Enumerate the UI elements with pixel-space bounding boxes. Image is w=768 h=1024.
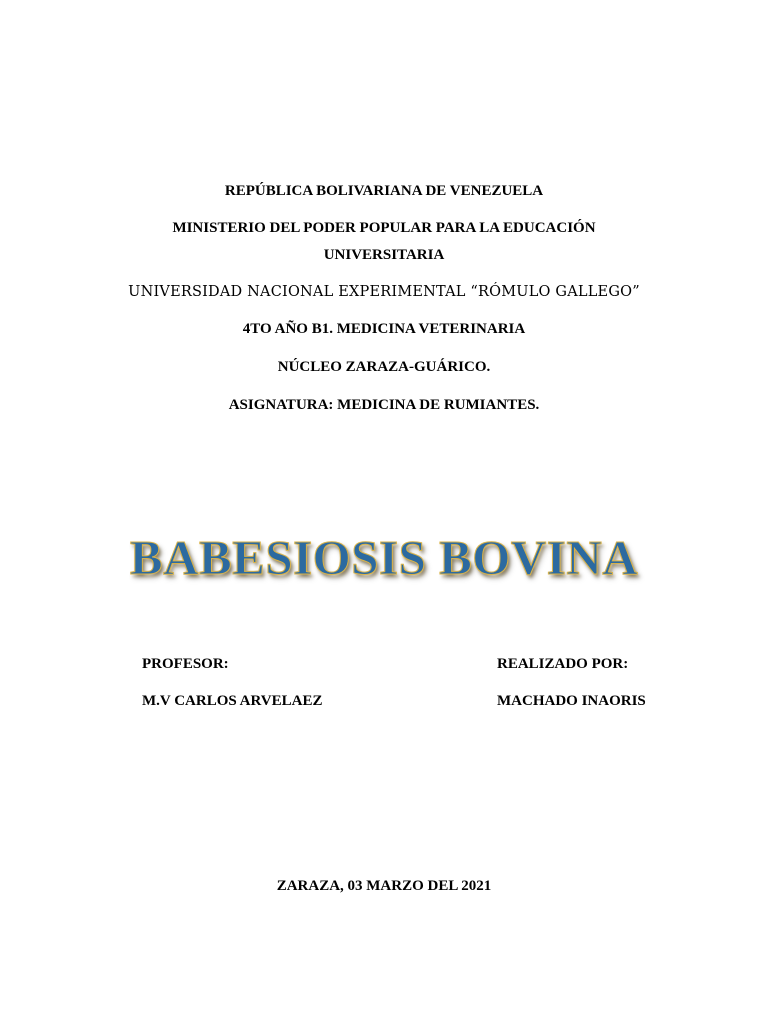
header-ministry: MINISTERIO DEL PODER POPULAR PARA LA EDUCACIÓN	[172, 220, 596, 236]
author-name: MACHADO INAORIS	[497, 693, 646, 709]
professor-name: M.V CARLOS ARVELAEZ	[142, 693, 323, 709]
header-university: UNIVERSIDAD NACIONAL EXPERIMENTAL “RÓMULO GALLEGO”	[128, 284, 640, 300]
header-subject: ASIGNATURA: MEDICINA DE RUMIANTES.	[228, 397, 540, 413]
header-country: REPÚBLICA BOLIVARIANA DE VENEZUELA	[224, 183, 544, 199]
professor-label: PROFESOR:	[142, 656, 229, 672]
author-label: REALIZADO POR:	[497, 656, 629, 672]
header-course: 4TO AÑO B1. MEDICINA VETERINARIA	[242, 321, 526, 337]
title-container	[0, 528, 768, 588]
place-date: ZARAZA, 03 MARZO DEL 2021	[276, 878, 492, 894]
header-campus: NÚCLEO ZARAZA-GUÁRICO.	[277, 359, 491, 375]
document-title: BABESIOSIS BOVINA	[129, 530, 639, 585]
header-ministry-cont: UNIVERSITARIA	[323, 247, 445, 263]
